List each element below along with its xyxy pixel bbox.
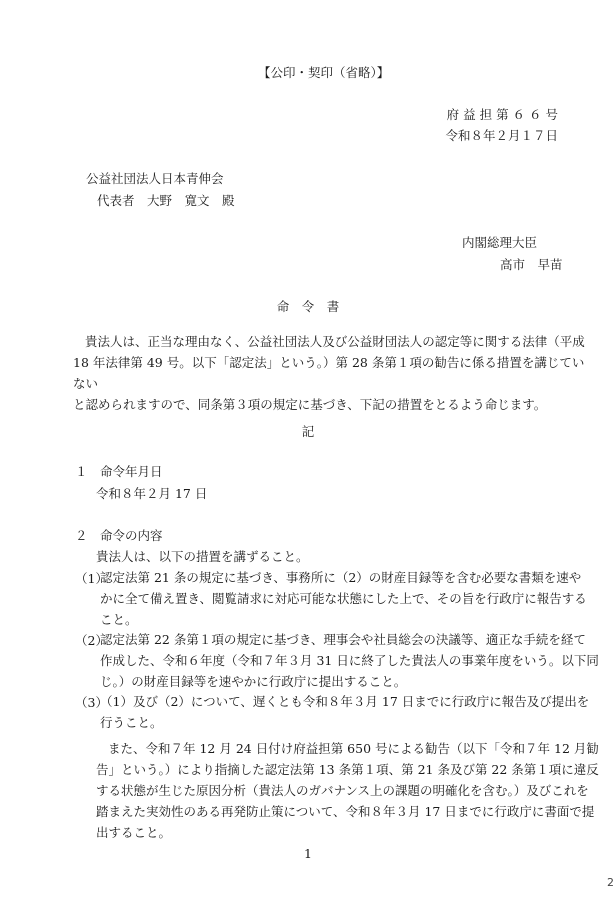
section-2-lead: 貴法人は、以下の措置を講ずること。 — [96, 549, 309, 564]
sender-title: 内閣総理大臣 — [462, 235, 538, 250]
item-1-text — [100, 567, 600, 630]
document-title: 命 令 書 — [276, 299, 340, 314]
item-2-text — [100, 629, 600, 692]
intro-line: 18 年法律第 49 号。以下「認定法」という。）第 28 条第１項の勧告に係る措置を講じていない — [73, 355, 585, 391]
closing-line: 告」という。）により指摘した認定法第 13 条第１項、第 21 条及び第 22 条第１項に違反 — [96, 762, 599, 777]
item-line: 作成した、令和６年度（令和７年３月 31 日に終了した貴法人の事業年度をいう。以下同 — [100, 653, 599, 668]
item-line: こと。 — [100, 612, 138, 627]
document-number: 府 益 担 第 ６ ６ 号 — [446, 107, 558, 122]
official-seal-note: 【公印・契印（省略）】 — [258, 65, 390, 80]
item-3-label: （3） — [75, 695, 108, 710]
intro-line: と認められますので、同条第３項の規定に基づき、下記の措置をとるよう命じます。 — [73, 397, 547, 412]
section-1-body: 令和８年２月 17 日 — [96, 486, 208, 501]
document-date: 令和８年２月１７日 — [445, 128, 558, 143]
intro-line: 貴法人は、正当な理由なく、公益社団法人及び公益財団法人の認定等に関する法律（平成 — [85, 334, 585, 349]
section-1-heading: １ 命令年月日 — [75, 464, 163, 479]
item-line: じ。）の財産目録等を速やかに行政庁に提出すること。 — [100, 674, 407, 689]
item-line: 認定法第 22 条第１項の規定に基づき、理事会や社員総会の決議等、適正な手続を経て — [100, 632, 586, 647]
closing-line: 踏まえた実効性のある再発防止策について、令和８年３月 17 日までに行政庁に書面で提 — [96, 804, 595, 819]
intro-paragraph — [73, 331, 593, 415]
page-number: 1 — [304, 846, 312, 861]
item-1-label: （1） — [75, 571, 108, 586]
closing-line: する状態が生じた原因分析（貴法人のガバナンス上の課題の明確化を含む。）及びこれを — [96, 783, 589, 798]
recipient-representative: 代表者 大野 寛文 殿 — [97, 193, 235, 208]
item-line: 行うこと。 — [100, 715, 163, 730]
item-3-text — [100, 691, 600, 733]
section-2-heading: ２ 命令の内容 — [75, 528, 163, 543]
recipient-organization: 公益社団法人日本青伸会 — [86, 171, 224, 186]
closing-paragraph — [96, 738, 600, 843]
item-2-label: （2） — [75, 633, 108, 648]
edge-page-mark: 2 — [607, 876, 614, 889]
ki-heading: 記 — [301, 424, 315, 439]
item-line: かに全て備え置き、閲覧請求に対応可能な状態にした上で、その旨を行政庁に報告する — [100, 591, 587, 606]
closing-line: 出すること。 — [96, 825, 172, 840]
sender-name: 高市 早苗 — [500, 257, 563, 272]
item-line: 認定法第 21 条の規定に基づき、事務所に（2）の財産目録等を含む必要な書類を速や — [100, 570, 582, 585]
item-line: （1）及び（2）について、遅くとも令和８年３月 17 日までに行政庁に報告及び提出を — [100, 694, 590, 709]
closing-line: また、令和７年 12 月 24 日付け府益担第 650 号による勧告（以下「令和７年 12 月勧 — [108, 741, 599, 756]
